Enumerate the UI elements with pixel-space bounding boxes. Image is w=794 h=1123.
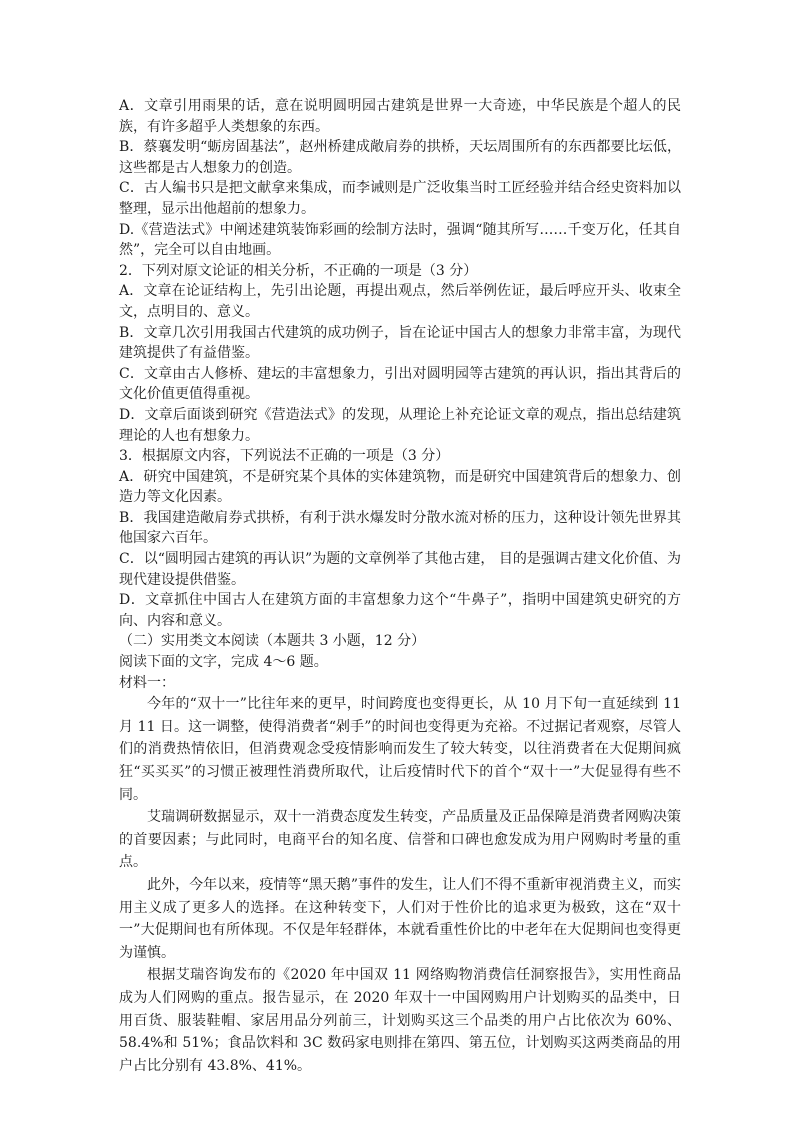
material-label: 材料一： <box>119 674 175 691</box>
material-paragraph-3: 此外，今年以来，疫情等“黑天鹅”事件的发生，让人们不得不重新审视消费主义，而实用主义成了更多人的选择。在这种转变下，人们对于性价比的追求更为极致，这在“双十一”大促期间也有所体现。不仅是年轻群体，本就看重性价比的中老年在大促期间也变得更为谨慎。 <box>119 876 681 961</box>
option-3d: D．文章抓住中国古人在建筑方面的丰富想象力这个“牛鼻子”，指明中国建筑史研究的方向、内容和意义。 <box>119 592 681 629</box>
option-3b: B．我国建造敞肩券式拱桥，有利于洪水爆发时分散水流对桥的压力，这种设计领先世界其他国家六百年。 <box>119 509 681 547</box>
option-1c: C．古人编书只是把文献拿来集成，而李诫则是广泛收集当时工匠经验并结合经史资料加以整理，显示出他超前的想象力。 <box>119 180 681 217</box>
option-1a: A．文章引用雨果的话，意在说明圆明园古建筑是世界一大奇迹，中华民族是个超人的民族，有许多超乎人类想象的东西。 <box>119 98 681 135</box>
option-2c: C．文章由古人修桥、建坛的丰富想象力，引出对圆明园等古建筑的再认识，指出其背后的文化价值更值得重视。 <box>119 365 681 403</box>
option-2b: B．文章几次引用我国古代建筑的成功例子，旨在论证中国古人的想象力非常丰富，为现代建筑提供了有益借鉴。 <box>119 324 681 362</box>
option-3a: A．研究中国建筑，不是研究某个具体的实体建筑物，而是研究中国建筑背后的想象力、创造力等文化因素。 <box>119 468 681 506</box>
option-2d: D．文章后面谈到研究《营造法式》的发现，从理论上补充论证文章的观点，指出总结建筑理论的人也有想象力。 <box>119 406 681 444</box>
option-3c: C．以“圆明园古建筑的再认识”为题的文章例举了其他古建， 目的是强调古建文化价值、为现代建设提供借鉴。 <box>119 551 681 588</box>
question-3: 3．根据原文内容，下列说法不正确的一项是（3 分） <box>119 448 450 465</box>
material-paragraph-1: 今年的“双十一”比往年来的更早，时间跨度也变得更长，从 10 月下旬一直延续到 11 月 11 日。这一调整，使得消费者“剁手”的时间也变得更为充裕。不过据记者观察，尽管人们的消费热情依旧，但消费观念受疫情影响而发生了较大转变，以往消费者在大促期间疯狂“买买买”的习惯正被理性消费所取代，让后疫情时代下的首个“双十一”大促显得有些不同。 <box>119 696 681 803</box>
material-paragraph-2: 艾瑞调研数据显示，双十一消费态度发生转变，产品质量及正品保障是消费者网购决策的首要因素；与此同时，电商平台的知名度、信誉和口碑也愈发成为用户网购时考量的重点。 <box>119 809 681 871</box>
option-2a: A．文章在论证结构上，先引出论题，再提出观点，然后举例佐证，最后呼应开头、收束全文，点明目的、意义。 <box>119 283 681 320</box>
section-heading: （二）实用类文本阅读（本题共 3 小题，12 分） <box>119 633 426 650</box>
option-1b: B．蔡襄发明“蛎房固基法”，赵州桥建成敞肩券的拱桥，天坛周围所有的东西都要比坛低，这些都是古人想象力的创造。 <box>119 139 681 176</box>
option-1d: D.《营造法式》中阐述建筑装饰彩画的绘制方法时，强调“随其所写……千变万化，任其自然”，完全可以自由地画。 <box>119 221 681 259</box>
question-2: 2．下列对原文论证的相关分析，不正确的一项是（3 分） <box>119 262 478 279</box>
reading-instruction: 阅读下面的文字，完成 4～6 题。 <box>119 654 328 671</box>
document-page <box>119 96 681 1077</box>
material-paragraph-4: 根据艾瑞咨询发布的《2020 年中国双 11 网络购物消费信任洞察报告》，实用性商品成为人们网购的重点。报告显示，在 2020 年双十一中国网购用户计划购买的品类中，日用百货、服装鞋帽、家居用品分列前三，计划购买这三个品类的用户占比依次为 60%、58.4%和 51%；食品饮料和 3C 数码家电则排在第四、第五位，计划购买这两类商品的用户占比分别有 43.8%、41%。 <box>119 967 681 1074</box>
